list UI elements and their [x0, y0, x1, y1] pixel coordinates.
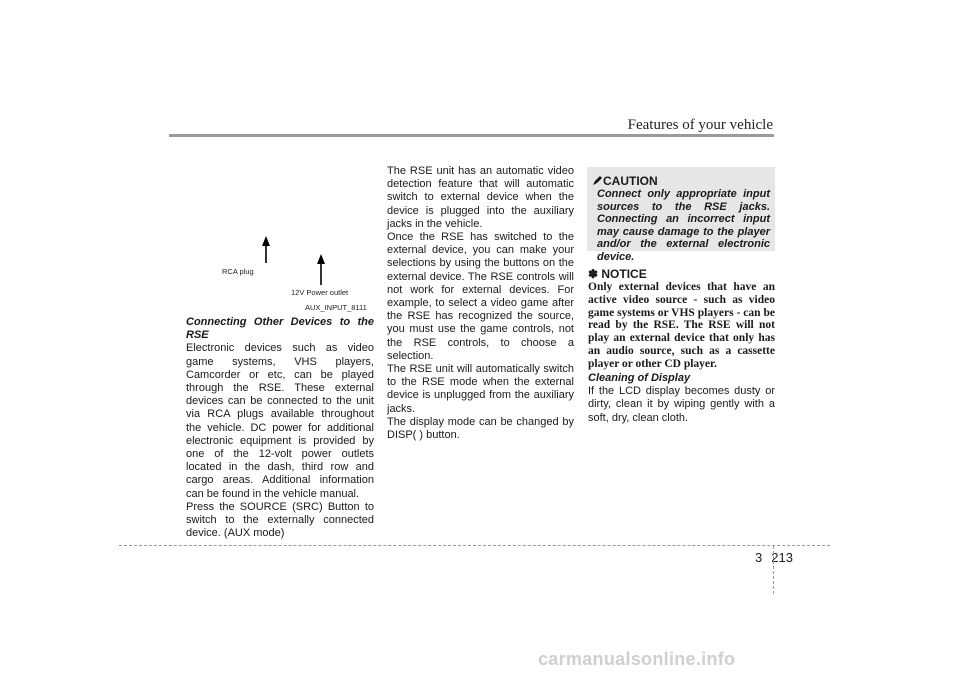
subheading-connecting: Connecting Other Devices to the RSE: [186, 316, 374, 342]
figure-id-label: AUX_INPUT_8111: [305, 303, 367, 312]
paragraph: The display mode can be changed by DISP( ) button.: [387, 415, 574, 442]
power-outlet-arrow: [317, 254, 325, 285]
right-column: [588, 372, 775, 425]
caution-title: CAUTION: [603, 174, 658, 188]
caution-text: Connect only appropriate input sources to the RSE jacks. Connecting an incorrect input may cause damage to the player and/or the external electronic device.: [597, 188, 770, 263]
paragraph: If the LCD display becomes dusty or dirty, clean it by wiping gently with a soft, dry, clean cloth.: [588, 385, 775, 424]
rca-plug-label: RCA plug: [222, 267, 254, 276]
subheading-cleaning: Cleaning of Display: [588, 372, 691, 384]
paragraph: The RSE unit has an automatic video detection feature that will automatic switch to external device when the device is plugged into the auxiliary jacks in the vehicle.: [387, 165, 574, 230]
rca-plug-arrow: [262, 236, 270, 263]
notice-title: ✽ NOTICE: [588, 267, 647, 281]
aux-input-figure: [186, 235, 374, 315]
footer-tick: [773, 546, 774, 594]
watermark: carmanualsonline.info: [538, 649, 736, 669]
chapter-number: 3: [755, 550, 763, 565]
notice-text: Only external devices that have an active video source - such as video game systems or VHS players - can be read by the RSE. The RSE will not play an external device that only has an audio source, such as a cassette player or other CD player.: [588, 281, 775, 370]
paragraph: Electronic devices such as video game systems, VHS players, Camcorder or etc, can be played through the RSE. These external devices can be connected to the unit via RCA plugs available throughout the vehicle. DC power for additional electronic equipment is provided by one of the 12-volt power outlets located in the dash, third row and cargo areas. Additional information can be found in the vehicle manual.: [186, 342, 374, 500]
paragraph: Press the SOURCE (SRC) Button to switch to the externally connected device. (AUX mode): [186, 500, 374, 540]
power-outlet-label: 12V Power outlet: [291, 288, 349, 297]
header-divider: [169, 134, 774, 137]
left-column: [186, 316, 374, 540]
page-header-title: Features of your vehicle: [627, 117, 773, 133]
page-number-value: 213: [771, 550, 793, 565]
paragraph: Once the RSE has switched to the external device, you can make your selections by using the buttons on the external device. The RSE controls will not work for external devices. For example, to select a video game after the RSE has recognized the source, you must use the game controls, not the RSE controls, to choose a selection.: [387, 231, 574, 362]
pencil-icon: [592, 175, 603, 186]
footer-divider: [119, 545, 830, 546]
middle-column: [387, 165, 574, 442]
paragraph: The RSE unit will automatically switch to the RSE mode when the external device is unplugged from the auxiliary jacks.: [387, 363, 574, 415]
